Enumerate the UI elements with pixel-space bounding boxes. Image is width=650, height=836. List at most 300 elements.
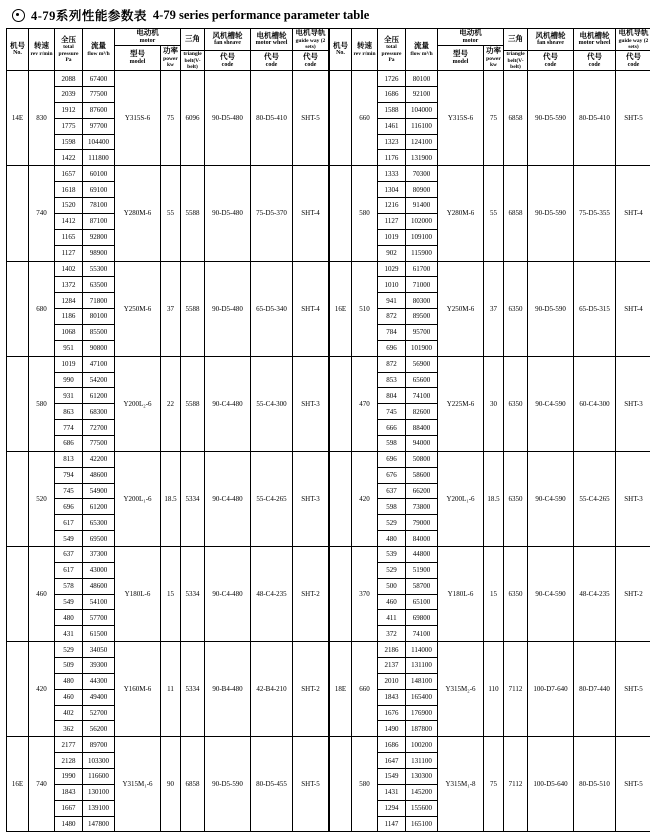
cell-fan-code: 90-D5-590 xyxy=(528,71,574,166)
cell-pressure: 480 xyxy=(55,610,83,626)
cell-flow: 147800 xyxy=(83,816,115,832)
cell-flow: 165400 xyxy=(406,689,438,705)
cell-guide-code: SHT-3 xyxy=(293,356,329,451)
cell-power: 11 xyxy=(161,642,181,737)
cell-fan-code: 90-D5-480 xyxy=(205,71,251,166)
cell-guide-code: SHT-5 xyxy=(293,737,329,832)
th-pressure: 全压 total pressure Pa xyxy=(378,29,406,71)
cell-rev: 520 xyxy=(29,451,55,546)
cell-pressure: 872 xyxy=(378,356,406,372)
cell-flow: 42200 xyxy=(83,451,115,467)
cell-flow: 109100 xyxy=(406,229,438,245)
cell-jihao: 16E xyxy=(7,737,29,832)
cell-jihao xyxy=(330,451,352,546)
cell-flow: 87600 xyxy=(83,102,115,118)
cell-motor-code: 65-D5-315 xyxy=(574,261,616,356)
cell-pressure: 696 xyxy=(378,340,406,356)
cell-guide-code: SHT-2 xyxy=(293,642,329,737)
cell-rev: 460 xyxy=(29,546,55,641)
cell-rev: 830 xyxy=(29,71,55,166)
cell-guide-code: SHT-4 xyxy=(293,166,329,261)
cell-fan-code: 90-C4-590 xyxy=(528,546,574,641)
cell-pressure: 1618 xyxy=(55,182,83,198)
th-pressure: 全压 total pressure Pa xyxy=(55,29,83,71)
th-belt: 三角 xyxy=(181,29,205,51)
cell-fan-code: 90-C4-590 xyxy=(528,356,574,451)
cell-belt: 6096 xyxy=(181,71,205,166)
cell-belt: 5588 xyxy=(181,166,205,261)
th-motor-code: 代号 code xyxy=(574,51,616,71)
cell-flow: 114000 xyxy=(406,642,438,658)
cell-guide-code: SHT-4 xyxy=(616,166,650,261)
th-fan-code: 代号 code xyxy=(528,51,574,71)
cell-guide-code: SHT-5 xyxy=(616,642,650,737)
cell-pressure: 2177 xyxy=(55,737,83,753)
cell-belt: 5334 xyxy=(181,642,205,737)
cell-jihao xyxy=(7,261,29,356)
cell-flow: 92800 xyxy=(83,229,115,245)
cell-fan-code: 90-C4-590 xyxy=(528,451,574,546)
cell-flow: 176900 xyxy=(406,705,438,721)
cell-motor-model: Y315M₁-8 xyxy=(438,737,484,832)
cell-guide-code: SHT-2 xyxy=(293,546,329,641)
cell-flow: 55300 xyxy=(83,261,115,277)
cell-pressure: 853 xyxy=(378,372,406,388)
th-fan-sheave: 风机槽轮 fan sheave xyxy=(205,29,251,51)
cell-flow: 71000 xyxy=(406,277,438,293)
cell-flow: 65300 xyxy=(83,515,115,531)
cell-flow: 44300 xyxy=(83,673,115,689)
cell-pressure: 1667 xyxy=(55,800,83,816)
cell-flow: 49400 xyxy=(83,689,115,705)
cell-flow: 98900 xyxy=(83,245,115,261)
cell-fan-code: 100-D5-640 xyxy=(528,737,574,832)
cell-pressure: 480 xyxy=(55,673,83,689)
cell-flow: 102000 xyxy=(406,213,438,229)
title-english: 4-79 series performance parameter table xyxy=(152,7,370,22)
cell-motor-code: 80-D5-410 xyxy=(574,71,616,166)
cell-flow: 72700 xyxy=(83,420,115,436)
cell-power: 30 xyxy=(484,356,504,451)
cell-power: 55 xyxy=(161,166,181,261)
cell-pressure: 2137 xyxy=(378,657,406,673)
cell-power: 75 xyxy=(484,737,504,832)
cell-pressure: 1402 xyxy=(55,261,83,277)
cell-flow: 54100 xyxy=(83,594,115,610)
cell-flow: 130100 xyxy=(83,784,115,800)
cell-flow: 80300 xyxy=(406,293,438,309)
cell-flow: 68300 xyxy=(83,404,115,420)
cell-motor-model: Y315S-6 xyxy=(115,71,161,166)
cell-pressure: 529 xyxy=(378,562,406,578)
cell-flow: 52700 xyxy=(83,705,115,721)
cell-belt: 6858 xyxy=(504,71,528,166)
cell-flow: 34050 xyxy=(83,642,115,658)
cell-rev: 740 xyxy=(29,737,55,832)
cell-pressure: 1431 xyxy=(378,784,406,800)
cell-pressure: 637 xyxy=(378,483,406,499)
table-row xyxy=(330,451,650,467)
th-motor-code: 代号 code xyxy=(251,51,293,71)
cell-pressure: 1588 xyxy=(378,102,406,118)
cell-pressure: 2186 xyxy=(378,642,406,658)
cell-pressure: 1019 xyxy=(55,356,83,372)
cell-flow: 79000 xyxy=(406,515,438,531)
cell-pressure: 1284 xyxy=(55,293,83,309)
cell-pressure: 1686 xyxy=(378,87,406,103)
th-jihao: 机号 No. xyxy=(7,29,29,71)
cell-guide-code: SHT-3 xyxy=(616,356,650,451)
cell-flow: 187800 xyxy=(406,721,438,737)
cell-pressure: 1647 xyxy=(378,753,406,769)
cell-power: 18.5 xyxy=(484,451,504,546)
th-jihao: 机号 No. xyxy=(330,29,352,71)
cell-motor-code: 80-D5-510 xyxy=(574,737,616,832)
header-row-1 xyxy=(7,29,329,46)
cell-pressure: 1333 xyxy=(378,166,406,182)
cell-motor-code: 75-D5-355 xyxy=(574,166,616,261)
cell-pressure: 598 xyxy=(378,499,406,515)
th-motor-group: 电动机 motor xyxy=(115,29,181,46)
cell-fan-code: 90-D5-480 xyxy=(205,261,251,356)
table-body-left xyxy=(7,71,329,832)
cell-flow: 82600 xyxy=(406,404,438,420)
cell-flow: 139100 xyxy=(83,800,115,816)
cell-motor-model: Y225M-6 xyxy=(438,356,484,451)
th-fan-code: 代号 code xyxy=(205,51,251,71)
th-belt-en: triangle belt(V-belt) xyxy=(181,51,205,71)
cell-belt: 6858 xyxy=(181,737,205,832)
cell-flow: 131100 xyxy=(406,753,438,769)
cell-guide-code: SHT-4 xyxy=(293,261,329,356)
cell-flow: 131900 xyxy=(406,150,438,166)
cell-pressure: 1216 xyxy=(378,198,406,214)
cell-pressure: 1686 xyxy=(378,737,406,753)
cell-flow: 61200 xyxy=(83,388,115,404)
cell-flow: 51900 xyxy=(406,562,438,578)
cell-motor-model: Y180L-6 xyxy=(438,546,484,641)
cell-pressure: 784 xyxy=(378,324,406,340)
cell-flow: 80900 xyxy=(406,182,438,198)
table-row xyxy=(7,166,329,182)
cell-flow: 103300 xyxy=(83,753,115,769)
table-row xyxy=(7,546,329,562)
cell-flow: 65600 xyxy=(406,372,438,388)
cell-fan-code: 100-D7-640 xyxy=(528,642,574,737)
cell-pressure: 1186 xyxy=(55,309,83,325)
cell-pressure: 1372 xyxy=(55,277,83,293)
cell-pressure: 745 xyxy=(55,483,83,499)
th-fan-sheave: 风机槽轮 fan sheave xyxy=(528,29,574,51)
cell-flow: 61500 xyxy=(83,626,115,642)
cell-jihao xyxy=(330,546,352,641)
cell-motor-code: 60-C4-300 xyxy=(574,356,616,451)
cell-flow: 37300 xyxy=(83,546,115,562)
cell-pressure: 774 xyxy=(55,420,83,436)
cell-pressure: 813 xyxy=(55,451,83,467)
table-row xyxy=(7,356,329,372)
cell-flow: 165100 xyxy=(406,816,438,832)
cell-motor-code: 80-D5-410 xyxy=(251,71,293,166)
cell-rev: 660 xyxy=(352,642,378,737)
cell-pressure: 902 xyxy=(378,245,406,261)
cell-belt: 6350 xyxy=(504,451,528,546)
cell-jihao xyxy=(330,166,352,261)
th-guide-code: 代号 code xyxy=(293,51,329,71)
cell-flow: 100200 xyxy=(406,737,438,753)
cell-pressure: 372 xyxy=(378,626,406,642)
cell-pressure: 1010 xyxy=(378,277,406,293)
cell-flow: 58700 xyxy=(406,578,438,594)
cell-pressure: 1480 xyxy=(55,816,83,832)
cell-flow: 54200 xyxy=(83,372,115,388)
th-model: 型号 model xyxy=(115,45,161,71)
cell-flow: 89500 xyxy=(406,309,438,325)
cell-motor-model: Y250M-6 xyxy=(115,261,161,356)
performance-table-right xyxy=(329,28,650,832)
cell-pressure: 549 xyxy=(55,531,83,547)
table-row xyxy=(7,642,329,658)
cell-pressure: 1127 xyxy=(378,213,406,229)
cell-fan-code: 90-C4-480 xyxy=(205,451,251,546)
table-row xyxy=(330,261,650,277)
cell-motor-model: Y200L₂-6 xyxy=(115,356,161,451)
cell-flow: 104000 xyxy=(406,102,438,118)
th-guide-way: 电机导轨 guide way (2 sets) xyxy=(293,29,329,51)
cell-power: 75 xyxy=(161,71,181,166)
cell-flow: 71800 xyxy=(83,293,115,309)
cell-motor-model: Y160M-6 xyxy=(115,642,161,737)
cell-guide-code: SHT-4 xyxy=(616,261,650,356)
cell-pressure: 1127 xyxy=(55,245,83,261)
cell-pressure: 539 xyxy=(378,546,406,562)
cell-motor-code: 55-C4-265 xyxy=(251,451,293,546)
cell-rev: 580 xyxy=(352,737,378,832)
cell-pressure: 2039 xyxy=(55,87,83,103)
cell-pressure: 1676 xyxy=(378,705,406,721)
cell-power: 37 xyxy=(161,261,181,356)
cell-rev: 510 xyxy=(352,261,378,356)
cell-pressure: 745 xyxy=(378,404,406,420)
cell-jihao xyxy=(330,356,352,451)
th-flow: 流量 flow m³/h xyxy=(406,29,438,71)
cell-guide-code: SHT-3 xyxy=(616,451,650,546)
cell-fan-code: 90-C4-480 xyxy=(205,356,251,451)
cell-pressure: 431 xyxy=(55,626,83,642)
cell-pressure: 1323 xyxy=(378,134,406,150)
cell-pressure: 509 xyxy=(55,657,83,673)
table-row xyxy=(330,737,650,753)
th-rev: 转速 rev r/min xyxy=(29,29,55,71)
cell-power: 110 xyxy=(484,642,504,737)
cell-flow: 124100 xyxy=(406,134,438,150)
cell-pressure: 637 xyxy=(55,546,83,562)
cell-flow: 111800 xyxy=(83,150,115,166)
cell-pressure: 794 xyxy=(55,467,83,483)
cell-jihao xyxy=(7,642,29,737)
cell-pressure: 1726 xyxy=(378,71,406,87)
cell-flow: 50800 xyxy=(406,451,438,467)
cell-fan-code: 90-D5-480 xyxy=(205,166,251,261)
cell-pressure: 617 xyxy=(55,562,83,578)
cell-pressure: 578 xyxy=(55,578,83,594)
cell-power: 55 xyxy=(484,166,504,261)
cell-pressure: 872 xyxy=(378,309,406,325)
cell-rev: 370 xyxy=(352,546,378,641)
cell-flow: 115900 xyxy=(406,245,438,261)
cell-flow: 56900 xyxy=(406,356,438,372)
th-flow: 流量 flow m³/h xyxy=(83,29,115,71)
cell-pressure: 411 xyxy=(378,610,406,626)
cell-motor-model: Y315S-6 xyxy=(438,71,484,166)
cell-belt: 6350 xyxy=(504,261,528,356)
cell-motor-code: 55-C4-265 xyxy=(574,451,616,546)
cell-pressure: 686 xyxy=(55,435,83,451)
th-motor-wheel: 电机槽轮 motor wheel xyxy=(574,29,616,51)
cell-flow: 65100 xyxy=(406,594,438,610)
table-row xyxy=(330,71,650,87)
cell-power: 15 xyxy=(484,546,504,641)
cell-pressure: 931 xyxy=(55,388,83,404)
cell-pressure: 1843 xyxy=(378,689,406,705)
cell-rev: 420 xyxy=(352,451,378,546)
cell-fan-code: 90-B4-480 xyxy=(205,642,251,737)
cell-power: 18.5 xyxy=(161,451,181,546)
cell-flow: 60100 xyxy=(83,166,115,182)
cell-belt: 5588 xyxy=(181,261,205,356)
performance-table-left xyxy=(6,28,329,832)
cell-motor-code: 42-B4-210 xyxy=(251,642,293,737)
cell-belt: 7112 xyxy=(504,737,528,832)
cell-pressure: 1294 xyxy=(378,800,406,816)
cell-flow: 148100 xyxy=(406,673,438,689)
cell-flow: 78100 xyxy=(83,198,115,214)
cell-pressure: 460 xyxy=(378,594,406,610)
cell-belt: 6350 xyxy=(504,546,528,641)
cell-pressure: 2088 xyxy=(55,71,83,87)
cell-flow: 67400 xyxy=(83,71,115,87)
cell-belt: 5334 xyxy=(181,546,205,641)
cell-flow: 61200 xyxy=(83,499,115,515)
cell-flow: 77500 xyxy=(83,435,115,451)
th-belt-en: triangle belt(V-belt) xyxy=(504,51,528,71)
header-row-1 xyxy=(330,29,650,46)
cell-jihao xyxy=(330,737,352,832)
cell-belt: 7112 xyxy=(504,642,528,737)
cell-guide-code: SHT-5 xyxy=(616,71,650,166)
table-row xyxy=(330,356,650,372)
cell-motor-model: Y280M-6 xyxy=(115,166,161,261)
cell-motor-model: Y280M-6 xyxy=(438,166,484,261)
cell-flow: 48600 xyxy=(83,467,115,483)
cell-pressure: 1068 xyxy=(55,324,83,340)
cell-pressure: 1520 xyxy=(55,198,83,214)
cell-pressure: 1412 xyxy=(55,213,83,229)
cell-jihao: 16E xyxy=(330,261,352,356)
cell-guide-code: SHT-2 xyxy=(616,546,650,641)
cell-pressure: 549 xyxy=(55,594,83,610)
cell-jihao xyxy=(7,451,29,546)
cell-pressure: 863 xyxy=(55,404,83,420)
cell-pressure: 1165 xyxy=(55,229,83,245)
cell-motor-code: 48-C4-235 xyxy=(574,546,616,641)
cell-jihao xyxy=(330,71,352,166)
cell-flow: 89700 xyxy=(83,737,115,753)
table-row xyxy=(7,71,329,87)
cell-pressure: 1461 xyxy=(378,118,406,134)
cell-pressure: 1912 xyxy=(55,102,83,118)
th-motor-wheel: 电机槽轮 motor wheel xyxy=(251,29,293,51)
cell-flow: 69100 xyxy=(83,182,115,198)
th-guide-code: 代号 code xyxy=(616,51,650,71)
cell-flow: 90800 xyxy=(83,340,115,356)
th-belt: 三角 xyxy=(504,29,528,51)
cell-flow: 74100 xyxy=(406,388,438,404)
cell-pressure: 676 xyxy=(378,467,406,483)
cell-pressure: 1657 xyxy=(55,166,83,182)
cell-pressure: 402 xyxy=(55,705,83,721)
cell-flow: 94000 xyxy=(406,435,438,451)
cell-motor-model: Y315M₁-6 xyxy=(115,737,161,832)
cell-fan-code: 90-D5-590 xyxy=(528,261,574,356)
cell-rev: 680 xyxy=(29,261,55,356)
cell-pressure: 529 xyxy=(378,515,406,531)
cell-flow: 61700 xyxy=(406,261,438,277)
cell-flow: 85500 xyxy=(83,324,115,340)
page-title xyxy=(6,0,644,28)
cell-power: 37 xyxy=(484,261,504,356)
cell-flow: 130300 xyxy=(406,769,438,785)
cell-pressure: 598 xyxy=(378,435,406,451)
cell-motor-code: 48-C4-235 xyxy=(251,546,293,641)
cell-flow: 44800 xyxy=(406,546,438,562)
cell-pressure: 480 xyxy=(378,531,406,547)
cell-rev: 580 xyxy=(352,166,378,261)
cell-motor-code: 80-D5-455 xyxy=(251,737,293,832)
cell-power: 90 xyxy=(161,737,181,832)
cell-flow: 116600 xyxy=(83,769,115,785)
th-rev: 转速 rev r/min xyxy=(352,29,378,71)
cell-pressure: 696 xyxy=(378,451,406,467)
cell-motor-model: Y180L-6 xyxy=(115,546,161,641)
bullet-icon xyxy=(12,9,25,22)
cell-pressure: 1490 xyxy=(378,721,406,737)
th-guide-way: 电机导轨 guide way (2 sets) xyxy=(616,29,650,51)
cell-pressure: 617 xyxy=(55,515,83,531)
cell-flow: 97700 xyxy=(83,118,115,134)
cell-rev: 470 xyxy=(352,356,378,451)
cell-pressure: 1176 xyxy=(378,150,406,166)
cell-belt: 6858 xyxy=(504,166,528,261)
cell-fan-code: 90-C4-480 xyxy=(205,546,251,641)
cell-jihao: 14E xyxy=(7,71,29,166)
cell-flow: 88400 xyxy=(406,420,438,436)
cell-belt: 6350 xyxy=(504,356,528,451)
cell-flow: 87100 xyxy=(83,213,115,229)
cell-guide-code: SHT-5 xyxy=(616,737,650,832)
cell-jihao xyxy=(7,546,29,641)
cell-pressure: 500 xyxy=(378,578,406,594)
cell-belt: 5588 xyxy=(181,356,205,451)
cell-pressure: 1549 xyxy=(378,769,406,785)
cell-flow: 80100 xyxy=(83,309,115,325)
cell-flow: 43000 xyxy=(83,562,115,578)
cell-pressure: 1843 xyxy=(55,784,83,800)
th-model: 型号 model xyxy=(438,45,484,71)
th-power: 功率 power kw xyxy=(484,45,504,71)
cell-flow: 155600 xyxy=(406,800,438,816)
cell-pressure: 1775 xyxy=(55,118,83,134)
